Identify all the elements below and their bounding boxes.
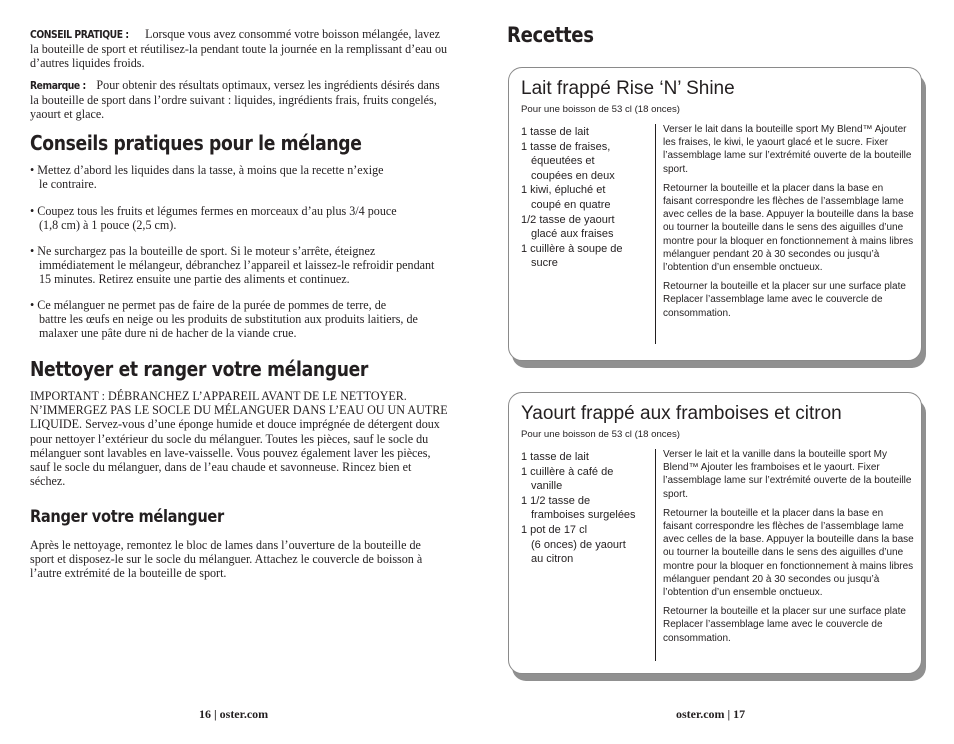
ingredient-item: 1/2 tasse de yaourt xyxy=(521,213,615,226)
tip-paragraph xyxy=(30,27,448,71)
note-text: Pour obtenir des résultats optimaux, versez les ingrédients désirés dans la bouteille de sport dans l’ordre suivant : liquides, ingrédients frais, fruits congelés, yaourt et glace. xyxy=(30,78,440,122)
instruction-step: Retourner la bouteille et la placer dans la base en faisant correspondre les flèches de l’assemblage lame avec celles de la base. Appuyer la bouteille dans la base ou tourner la bouteille dans le sens des aiguilles d’une montre pour la bloquer en fonctionnement à mains libres mélanguer pendant 20 à 30 secondes ou jusqu’à l’obtention d’un ensemble onctueux. xyxy=(663,182,914,274)
ingredient-item: 1 cuillère à soupe de xyxy=(521,242,623,255)
instruction-step: Verser le lait et la vanille dans la bouteille sport My Blend™ Ajouter les framboises et le yaourt. Fixer l’assemblage lame sur l’extrémité ouverte de la bouteille sport. xyxy=(663,449,912,500)
ingredient-item: 1 cuillère à café de xyxy=(521,465,614,478)
note-label: Remarque : xyxy=(30,80,86,92)
instruction-step: Retourner la bouteille et la placer dans la base en faisant correspondre les flèches de l’assemblage lame avec celles de la base. Appuyer la bouteille dans la base ou tourner la bouteille dans le sens des aiguilles d’une montre pour la bloquer en fonctionnement à mains libres mélanguer pendant 20 à 30 secondes ou jusqu’à l’obtention d’un ensemble onctueux. xyxy=(663,507,914,599)
recipe-subtitle: Pour une boisson de 53 cl (18 onces) xyxy=(521,429,680,440)
ingredients-list: 1 tasse de lait 1 tasse de fraises, équeutées et coupées en deux 1 kiwi, épluché et coupé en quatre 1/2 tasse de yaourt glacé aux fraises 1 cuillère à soupe de sucre xyxy=(521,125,649,271)
storage-paragraph: Après le nettoyage, remontez le bloc de lames dans l’ouverture de la bouteille de sport et disposez-le sur le socle du mélanguer. Attachez le couvercle de boisson à l’autre extrémité de la bouteille de sport. xyxy=(30,538,423,581)
instructions xyxy=(663,123,915,326)
tip-text: Lorsque vous avez consommé votre boisson mélangée, lavez la bouteille de sport et réutilisez-la pendant toute la journée en la remplissant d’eau ou d’autres liquides froids. xyxy=(30,27,448,71)
recipe-card-milkshake xyxy=(508,67,922,361)
ingredient-item: 1 tasse de lait xyxy=(521,451,589,463)
cleaning-important: IMPORTANT : DÉBRANCHEZ L’APPAREIL AVANT DE LE NETTOYER. N’IMMERGEZ PAS LE SOCLE DU MÉLANGUER DANS L’EAU OU UN AUTRE LIQUIDE. xyxy=(30,389,448,432)
ingredient-item: 1 pot de 17 cl xyxy=(521,523,588,536)
cleaning-paragraph xyxy=(30,389,448,488)
note-paragraph xyxy=(30,78,448,122)
recipe-title: Yaourt frappé aux framboises et citron xyxy=(521,403,842,424)
recipes-heading: Recettes xyxy=(507,23,594,47)
recipe-card-frozen-yogurt xyxy=(508,392,922,674)
cleaning-text: Servez-vous d’une éponge humide et douce imprégnée de détergent doux pour nettoyer l’extérieur du socle du mélanguer. Toutes les pièces, sauf le socle du mélanguer sont lavables en lave-vaisselle. Vous pouvez également laver les pièces, sauf le socle du mélanguer, dans de l’eau chaude et savonneuse. Rincez bien et séchez. xyxy=(30,417,440,489)
tip-label: CONSEIL PRATIQUE : xyxy=(30,29,129,41)
mixing-tip-1: • Mettez d’abord les liquides dans la tasse, à moins que la recette n’exige le contraire. xyxy=(30,163,384,192)
column-divider xyxy=(655,124,656,344)
mixing-tip-4: • Ce mélanguer ne permet pas de faire de la purée de pommes de terre, de battre les œufs en neige ou les produits de substitution aux produits laitiers, de malaxer une pâte dure ni de hacher de la viande crue. xyxy=(30,298,418,341)
ingredient-item: 1 1/2 tasse de xyxy=(521,494,591,507)
storage-heading: Ranger votre mélanguer xyxy=(30,507,224,527)
instruction-step: Retourner la bouteille et la placer sur une surface plate Replacer l’assemblage lame avec le couvercle de consommation. xyxy=(663,281,906,319)
page-footer-right: oster.com | 17 xyxy=(676,707,746,721)
recipe-subtitle: Pour une boisson de 53 cl (18 onces) xyxy=(521,104,680,115)
instruction-step: Retourner la bouteille et la placer sur une surface plate Replacer l’assemblage lame avec le couvercle de consommation. xyxy=(663,606,906,644)
instructions xyxy=(663,448,915,651)
page-footer-left: 16 | oster.com xyxy=(199,707,269,721)
ingredient-item: 1 tasse de fraises, xyxy=(521,140,611,153)
ingredient-item: 1 kiwi, épluché et xyxy=(521,184,606,197)
recipe-title: Lait frappé Rise ‘N’ Shine xyxy=(521,78,735,99)
column-divider xyxy=(655,449,656,661)
mixing-tip-2: • Coupez tous les fruits et légumes fermes en morceaux d’au plus 3/4 pouce (1,8 cm) à 1 pouce (2,5 cm). xyxy=(30,204,397,233)
ingredient-item: 1 tasse de lait xyxy=(521,126,589,138)
mixing-tip-3: • Ne surchargez pas la bouteille de sport. Si le moteur s’arrête, éteignez immédiatement le mélangeur, débranchez l’appareil et laissez-le refroidir pendant 15 minutes. Retirez ensuite une partie des aliments et continuez. xyxy=(30,244,435,287)
mixing-tips-heading: Conseils pratiques pour le mélange xyxy=(30,131,362,155)
instruction-step: Verser le lait dans la bouteille sport My Blend™ Ajouter les fraises, le kiwi, le yaourt glacé et le sucre. Fixer l’assemblage lame sur l’extrémité ouverte de la bouteille sport. xyxy=(663,124,912,175)
ingredients-list: 1 tasse de lait 1 cuillère à café de vanille 1 1/2 tasse de framboises surgelées 1 pot de 17 cl (6 onces) de yaourt au citron xyxy=(521,450,649,567)
cleaning-heading: Nettoyer et ranger votre mélanguer xyxy=(30,357,369,381)
